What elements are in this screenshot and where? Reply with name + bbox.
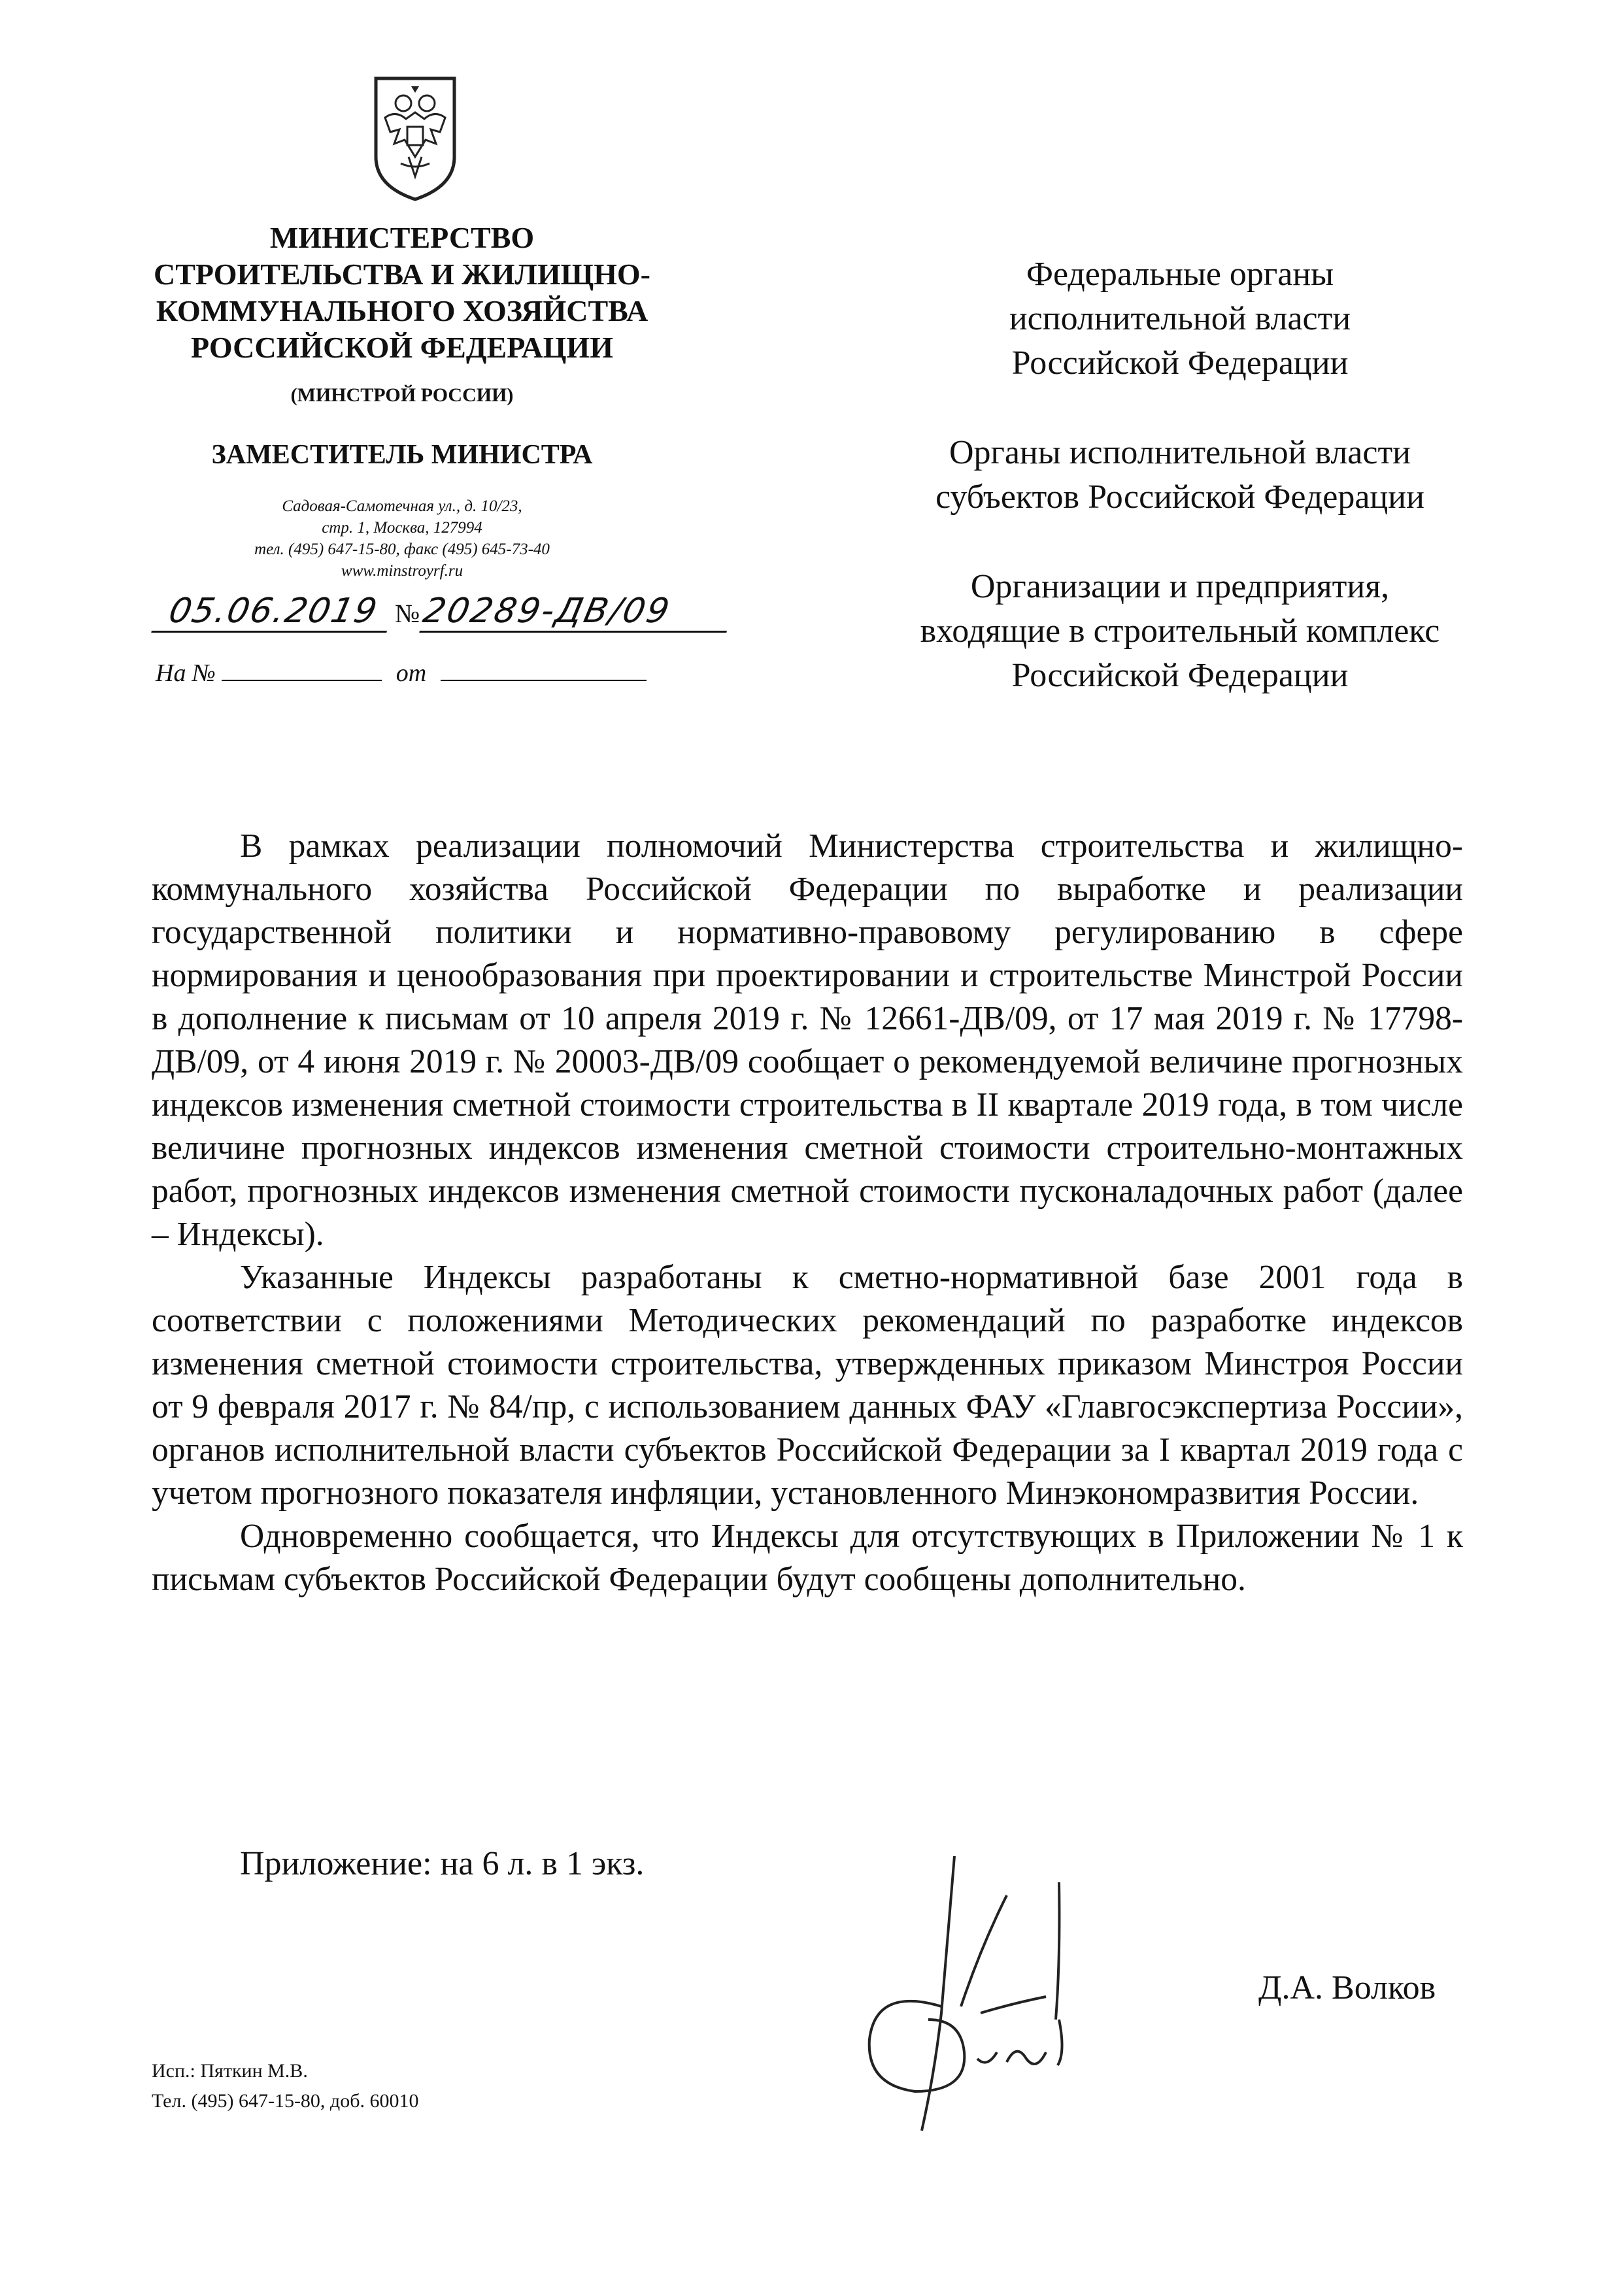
addressee-line: исполнительной власти [1009, 300, 1351, 337]
ministry-name-line: РОССИЙСКОЙ ФЕДЕРАЦИИ [191, 331, 613, 364]
reply-date-label: от [396, 659, 427, 687]
address-line: тел. (495) 647-15-80, факс (495) 645-73-40 [254, 541, 550, 558]
signatory-name: Д.А. Волков [1258, 1969, 1436, 2006]
executor-phone: Тел. (495) 647-15-80, доб. 60010 [152, 2090, 419, 2112]
addressee-line: Органы исполнительной власти [949, 434, 1411, 471]
ministry-name [98, 220, 706, 366]
address-line: Садовая-Самотечная ул., д. 10/23, [282, 497, 522, 515]
reply-number-label: На № [156, 659, 216, 687]
reply-date-blank [441, 660, 647, 681]
addressee-group [804, 252, 1556, 386]
addressee-line: Российской Федерации [1011, 657, 1349, 694]
outgoing-number-label: № [395, 599, 420, 628]
addressees [804, 252, 1556, 743]
addressee-line: Российской Федерации [1011, 344, 1349, 382]
ministry-address [98, 495, 706, 582]
body-paragraph: Указанные Индексы разработаны к сметно-нормативной базе 2001 года в соответствии с положениями Методических рекомендаций по разработке индексов изменения сметной стоимости строительства, утвержденных приказом Минстроя России от 9 февраля 2017 г. № 84/пр, с использованием данных ФАУ «Главгосэкспертиза России», органов исполнительной власти субъектов Российской Федерации за I квартал 2019 года с учетом прогнозного показателя инфляции, установленного Минэкономразвития России. [152, 1259, 1463, 1512]
addressee-group [804, 431, 1556, 520]
addressee-line: Организации и предприятия, [970, 568, 1390, 605]
addressee-line: Федеральные органы [1026, 256, 1334, 293]
ministry-short-name: (МИНСТРОЙ РОССИИ) [290, 384, 514, 406]
addressee-line: входящие в строительный комплекс [920, 612, 1440, 650]
ministry-name-line: СТРОИТЕЛЬСТВА И ЖИЛИЩНО- [154, 258, 650, 291]
executor-info [152, 2056, 418, 2116]
attachment-note: Приложение: на 6 л. в 1 экз. [240, 1845, 645, 1882]
outgoing-date: 05.06.2019 [151, 591, 395, 633]
ministry-name-line: МИНИСТЕРСТВО [269, 221, 535, 254]
ministry-name-line: КОММУНАЛЬНОГО ХОЗЯЙСТВА [156, 294, 648, 327]
letter-body [152, 825, 1463, 1601]
body-paragraph: Одновременно сообщается, что Индексы для отсутствующих в Приложении № 1 к письмам субъектов Российской Федерации будут сообщены дополнительно. [152, 1518, 1463, 1598]
handwritten-signature-icon [850, 1856, 1124, 2144]
body-paragraph: В рамках реализации полномочий Министерства строительства и жилищно-коммунального хозяйства Российской Федерации по выработке и реализации государственной политики и нормативно-правовому регулированию в сфере нормирования и ценообразования при проектировании и строительстве Минстрой России в дополнение к письмам от 10 апреля 2019 г. № 12661-ДВ/09, от 17 мая 2019 г. № 17798-ДВ/09, от 4 июня 2019 г. № 20003-ДВ/09 сообщает о рекомендуемой величине прогнозных индексов изменения сметной стоимости строительства в II квартале 2019 года, в том числе величине прогнозных индексов изменения сметной стоимости строительно-монтажных работ, прогнозных индексов изменения сметной стоимости пусконаладочных работ (далее – Индексы). [152, 827, 1463, 1253]
coat-of-arms-icon [363, 72, 467, 203]
address-line: стр. 1, Москва, 127994 [322, 519, 482, 537]
address-line: www.minstroyrf.ru [341, 562, 463, 580]
addressee-line: субъектов Российской Федерации [935, 478, 1424, 516]
addressee-group [804, 565, 1556, 698]
outgoing-number: 20289-ДВ/09 [419, 591, 735, 633]
outgoing-reference [156, 591, 764, 644]
reply-reference [156, 659, 647, 688]
reply-number-blank [222, 660, 382, 681]
position-title: ЗАМЕСТИТЕЛЬ МИНИСТРА [211, 440, 593, 470]
executor-name: Исп.: Пяткин М.В. [152, 2060, 308, 2082]
